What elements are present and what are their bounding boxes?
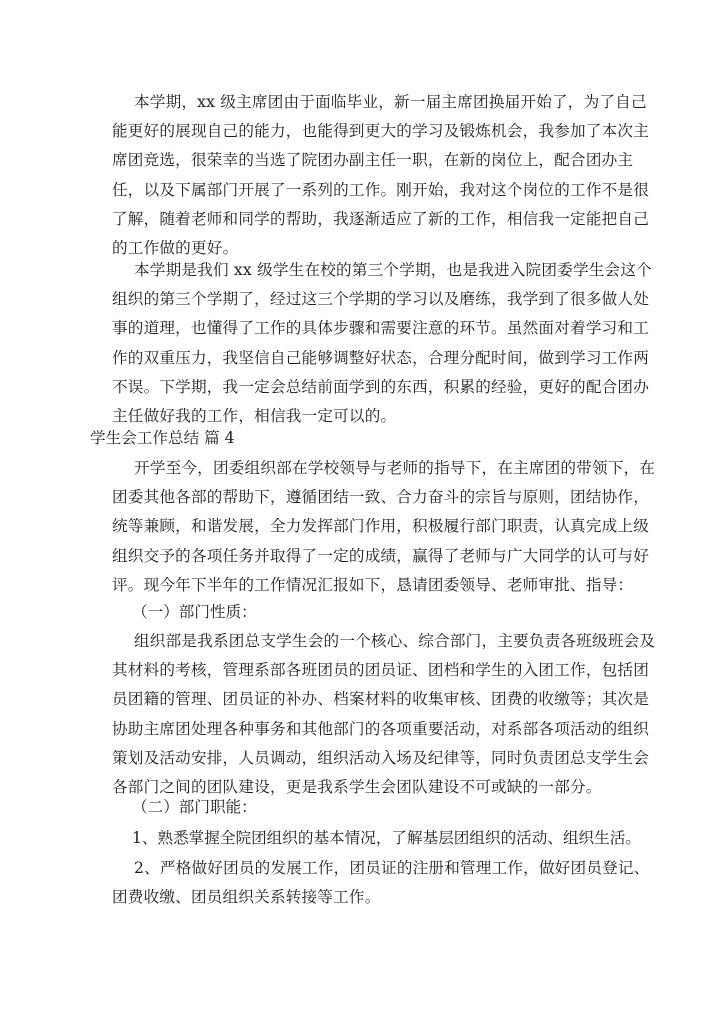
section-heading: 学生会工作总结 篇 4 (90, 429, 235, 447)
paragraph-2-line: 本学期是我们 xx 级学生在校的第三个学期，也是我进入院团委学生会这个 (134, 261, 652, 279)
list-item-2 (112, 854, 650, 912)
list-item-2-line: 团费收缴、团员组织关系转接等工作。 (112, 888, 381, 907)
list-item-1: 1、熟悉掌握全院团组织的基本情况，了解基层团组织的活动、组织生活。 (132, 829, 641, 847)
paragraph-1-line: 任，以及下属部门开展了一系列的工作。刚开始，我对这个岗位的工作不是很 (112, 180, 649, 199)
paragraph-3-line: 组织交予的各项任务并取得了一定的成绩，赢得了老师与广大同学的认可与好 (112, 546, 649, 565)
paragraph-4 (112, 627, 656, 802)
paragraph-4-line: 员团籍的管理、团员证的补办、档案材料的收集审核、团费的收缴等；其次是 (112, 690, 649, 709)
paragraph-4-line: 其材料的考核，管理系部各班团员的团员证、团档和学生的入团工作，包括团 (112, 661, 649, 680)
paragraph-3-line: 开学至今，团委组织部在学校领导与老师的指导下，在主席团的带领下，在 (134, 459, 656, 477)
paragraph-1-line: 能更好的展现自己的能力，也能得到更大的学习及锻炼机会，我参加了本次主 (112, 122, 649, 141)
paragraph-1-line: 的工作做的更好。 (112, 238, 239, 257)
paragraph-4-line: 协助主席团处理各种事务和其他部门的各项重要活动，对系部各项活动的组织 (112, 719, 649, 738)
paragraph-2-line: 事的道理，也懂得了工作的具体步骤和需要注意的环节。虽然面对着学习和工 (112, 319, 649, 338)
paragraph-3-line: 团委其他各部的帮助下，遵循团结一致、合力奋斗的宗旨与原则，团结协作， (112, 488, 649, 507)
section-1-title: （一）部门性质： (132, 603, 257, 621)
paragraph-3 (112, 454, 656, 600)
paragraph-1-line: 了解，随着老师和同学的帮助，我逐渐适应了新的工作，相信我一定能把自己 (112, 209, 649, 228)
paragraph-2 (112, 256, 652, 431)
section-2-title: （二）部门职能： (132, 798, 257, 816)
paragraph-3-line: 评。现今年下半年的工作情况汇报如下，恳请团委领导、老师审批、指导： (112, 575, 634, 594)
paragraph-2-line: 组织的第三个学期了，经过这三个学期的学习以及磨练，我学到了很多做人处 (112, 290, 649, 309)
paragraph-3-line: 统等兼顾，和谐发展，全力发挥部门作用，积极履行部门职责，认真完成上级 (112, 517, 649, 536)
paragraph-1-line: 本学期，xx 级主席团由于面临毕业，新一届主席团换届开始了，为了自己 (134, 93, 647, 111)
paragraph-4-line: 各部门之间的团队建设，更是我系学生会团队建设不可或缺的一部分。 (112, 777, 602, 796)
paragraph-4-line: 策划及活动安排，人员调动，组织活动入场及纪律等，同时负责团总支学生会 (112, 748, 649, 767)
paragraph-1 (112, 88, 649, 263)
list-item-2-line: 2、严格做好团员的发展工作，团员证的注册和管理工作，做好团员登记、 (134, 859, 650, 877)
paragraph-2-line: 不误。下学期，我一定会总结前面学到的东西，积累的经验，更好的配合团办 (112, 377, 649, 396)
paragraph-4-line: 组织部是我系团总支学生会的一个核心、综合部门，主要负责各班级班会及 (134, 632, 656, 650)
paragraph-1-line: 席团竞选，很荣幸的当选了院团办副主任一职，在新的岗位上，配合团办主 (112, 151, 634, 170)
paragraph-2-line: 主任做好我的工作，相信我一定可以的。 (112, 406, 397, 425)
paragraph-2-line: 作的双重压力，我坚信自己能够调整好状态，合理分配时间，做到学习工作两 (112, 348, 649, 367)
